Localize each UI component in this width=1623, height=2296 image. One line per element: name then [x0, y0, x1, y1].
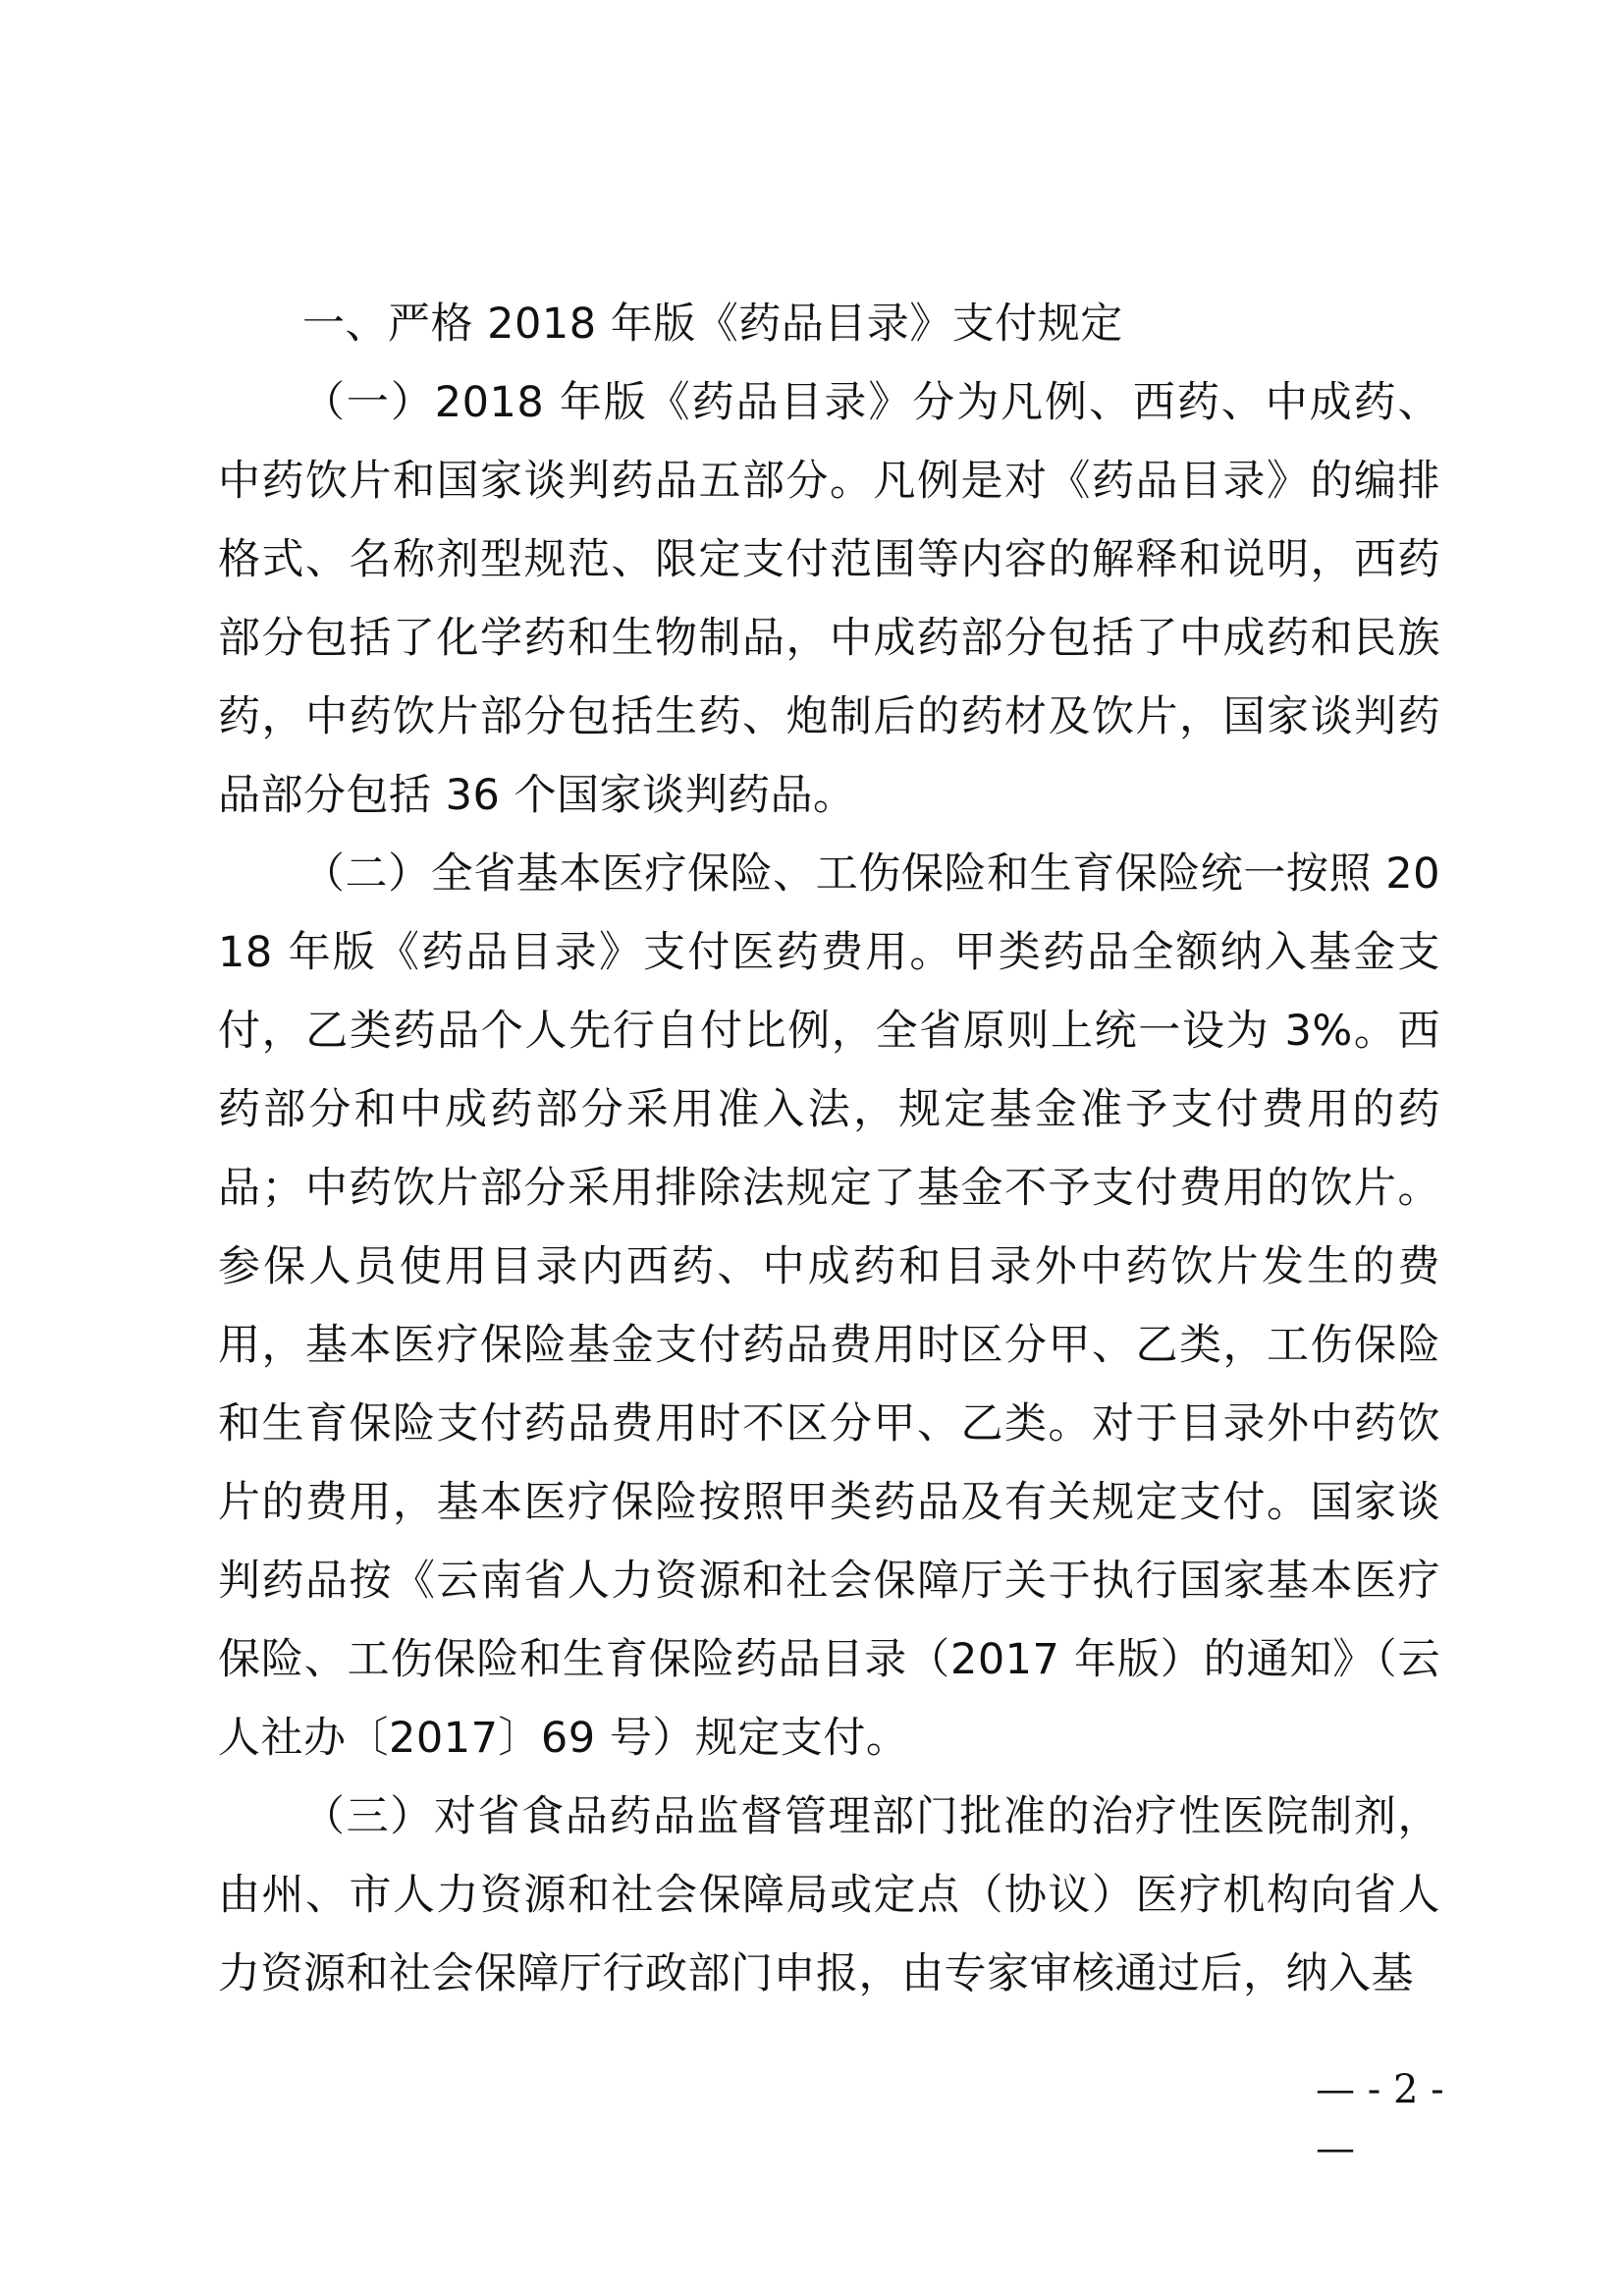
paragraph-1: （一）2018 年版《药品目录》分为凡例、西药、中成药、中药饮片和国家谈判药品五部分。凡例是对《药品目录》的编排格式、名称剂型规范、限定支付范围等内容的解释和说明，西药部分包括了化学药和生物制品，中成药部分包括了中成药和民族药，中药饮片部分包括生药、炮制后的药材及饮片，国家谈判药品部分包括 36 个国家谈判药品。 [218, 378, 1440, 820]
page-number: — - 2 - — [1316, 2067, 1444, 2171]
paragraph-2: （二）全省基本医疗保险、工伤保险和生育保险统一按照 2018 年版《药品目录》支付医药费用。甲类药品全额纳入基金支付，乙类药品个人先行自付比例，全省原则上统一设为 3%。西药部分和中成药部分采用准入法，规定基金准予支付费用的药品；中药饮片部分采用排除法规定了基金不予支付费用的饮片。参保人员使用目录内西药、中成药和目录外中药饮片发生的费用，基本医疗保险基金支付药品费用时区分甲、乙类，工伤保险和生育保险支付药品费用时不区分甲、乙类。对于目录外中药饮片的费用，基本医疗保险按照甲类药品及有关规定支付。国家谈判药品按《云南省人力资源和社会保障厅关于执行国家基本医疗保险、工伤保险和生育保险药品目录（2017 年版）的通知》（云人社办〔2017〕69 号）规定支付。 [218, 849, 1440, 1763]
section-heading: 一、严格 2018 年版《药品目录》支付规定 [302, 300, 1123, 349]
paragraph-3: （三）对省食品药品监督管理部门批准的治疗性医院制剂，由州、市人力资源和社会保障局或定点（协议）医疗机构向省人力资源和社会保障厅行政部门申报，由专家审核通过后，纳入基 [218, 1792, 1440, 1998]
document-body [218, 285, 1440, 2013]
